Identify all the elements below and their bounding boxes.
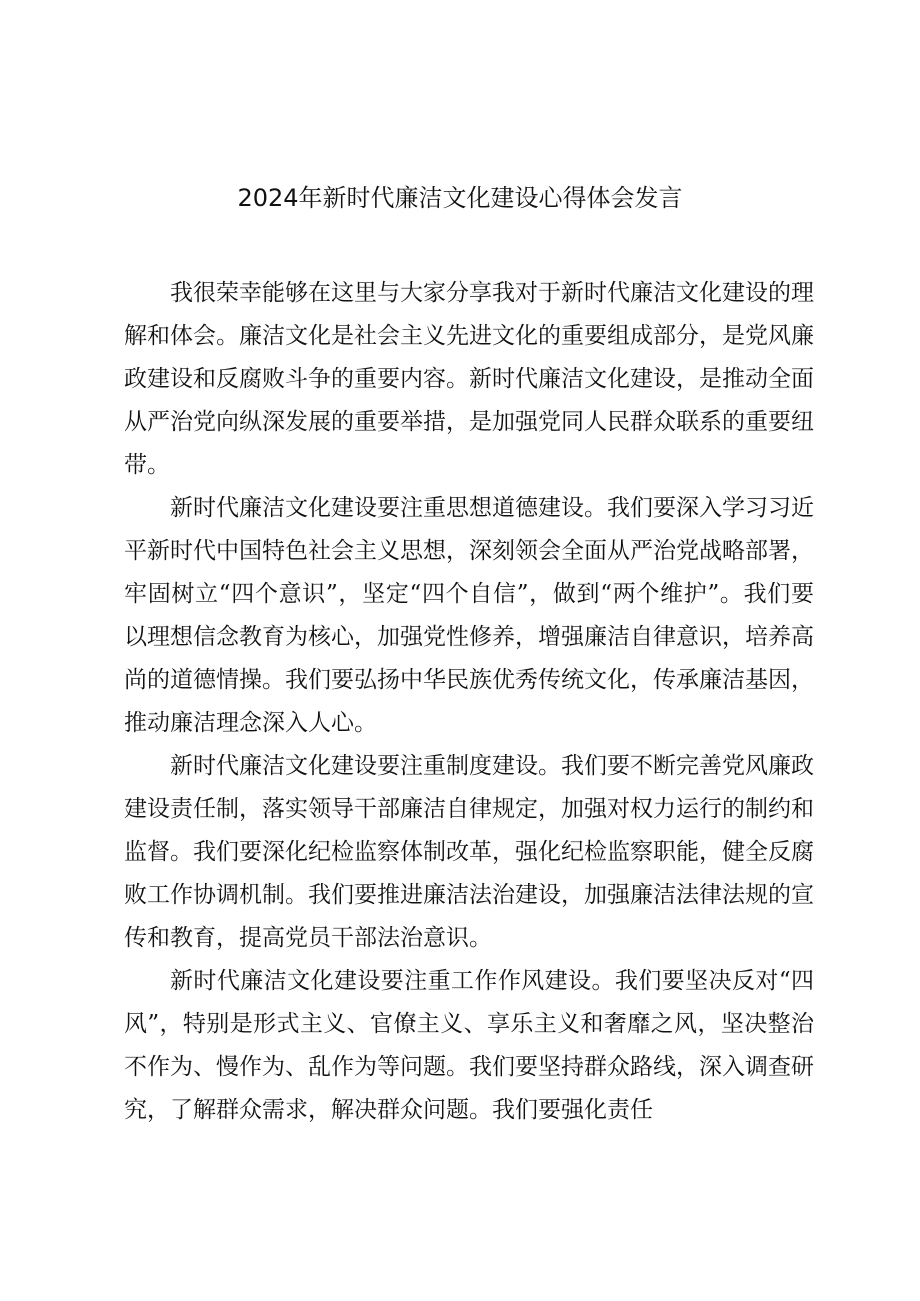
paragraph-work-style: 新时代廉洁文化建设要注重工作作风建设。我们要坚决反对“四风”，特别是形式主义、官僚主义、享乐主义和奢靡之风，坚决整治不作为、慢作为、乱作为等问题。我们要坚持群众路线，深入调查研究，了解群众需求，解决群众问题。我们要强化责任 (124, 968, 814, 1123)
document-title: 2024年新时代廉洁文化建设心得体会发言 (237, 184, 683, 212)
paragraph-intro: 我很荣幸能够在这里与大家分享我对于新时代廉洁文化建设的理解和体会。廉洁文化是社会主义先进文化的重要组成部分，是党风廉政建设和反腐败斗争的重要内容。新时代廉洁文化建设，是推动全面从严治党向纵深发展的重要举措，是加强党同人民群众联系的重要纽带。 (124, 280, 814, 478)
paragraph-institutions: 新时代廉洁文化建设要注重制度建设。我们要不断完善党风廉政建设责任制，落实领导干部廉洁自律规定，加强对权力运行的制约和监督。我们要深化纪检监察体制改革，强化纪检监察职能，健全反腐败工作协调机制。我们要推进廉洁法治建设，加强廉洁法律法规的宣传和教育，提高党员干部法治意识。 (124, 753, 814, 951)
document-body (124, 272, 814, 1132)
paragraph-ideology: 新时代廉洁文化建设要注重思想道德建设。我们要深入学习习近平新时代中国特色社会主义思想，深刻领会全面从严治党战略部署，牢固树立“四个意识”，坚定“四个自信”，做到“两个维护”。我们要以理想信念教育为核心，加强党性修养，增强廉洁自律意识，培养高尚的道德情操。我们要弘扬中华民族优秀传统文化，传承廉洁基因，推动廉洁理念深入人心。 (124, 495, 814, 736)
